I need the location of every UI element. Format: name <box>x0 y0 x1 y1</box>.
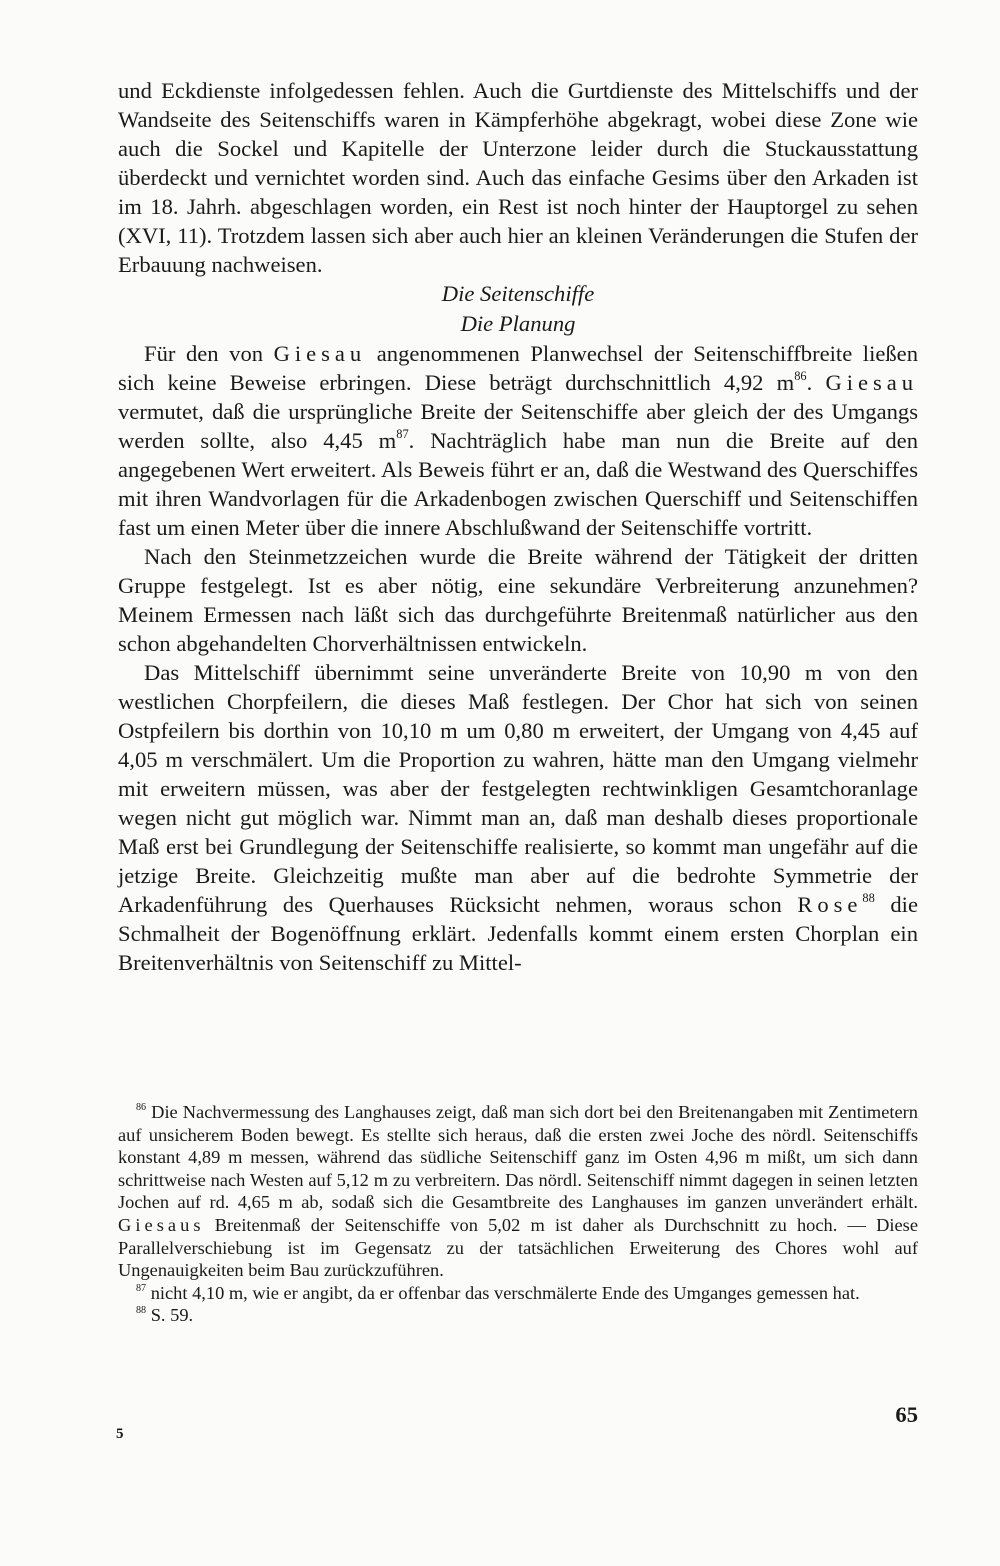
text-run: vermutet, daß die ursprüngliche Breite der Seitenschiffe aber gleich der des Umgangs werden sollte, also 4,45 m <box>118 399 918 453</box>
paragraph-4 <box>118 658 918 977</box>
author-name: Rose <box>797 892 863 917</box>
footnote-ref: 86 <box>794 369 807 384</box>
author-name: Giesau <box>825 370 919 395</box>
section-heading: Die Seitenschiffe <box>441 281 595 306</box>
text-run: . <box>806 370 826 395</box>
text-run: Das Mittelschiff übernimmt seine unveränderte Breite von 10,90 m von den westlichen Chorpfeilern, die dieses Maß festlegen. Der Chor hat sich von seinen Ostpfeilern bis dorthin von 10,10 m um 0,80 m erweitert, der Umgang von 4,45 auf 4,05 m verschmälert. Um die Proportion zu wahren, hätte man den Umgang vielmehr mit erweitern müssen, was aber der festgelegten rechtwinkligen Gesamtchoranlage wegen nicht gut möglich war. Nimmt man an, daß man deshalb dieses proportionale Maß erst bei Grundlegung der Seitenschiffe realisierte, so kommt man ungefähr auf die jetzige Breite. Gleichzeitig mußte man aber auf die bedrohte Symmetrie der Arkadenführung des Querhauses Rücksicht nehmen, woraus schon <box>118 660 918 917</box>
footnote-86 <box>118 1101 918 1282</box>
footnote-number: 88 <box>136 1305 147 1317</box>
paragraph-3: Nach den Steinmetzzeichen wurde die Breite während der Tätigkeit der dritten Gruppe festgelegt. Ist es aber nötig, eine sekundäre Verbreiterung anzunehmen? Meinem Ermessen nach läßt sich das durchgeführte Breitenmaß natürlicher aus den schon abgehandelten Chorverhältnissen entwickeln. <box>118 544 918 656</box>
main-text <box>118 76 918 977</box>
page-number: 65 <box>895 1402 918 1427</box>
author-name: Giesau <box>273 341 367 366</box>
paragraph-1: und Eckdienste infolgedessen fehlen. Auch die Gurtdienste des Mittelschiffs und der Wandseite des Seitenschiffs waren in Kämpferhöhe abgekragt, wobei diese Zone wie auch die Sockel und Kapitelle der Unterzone leider durch die Stuckausstattung überdeckt und vernichtet worden sind. Auch das einfache Gesims über den Arkaden ist im 18. Jahrh. abgeschlagen worden, ein Rest ist noch hinter der Hauptorgel zu sehen (XVI, 11). Trotzdem lassen sich aber auch hier an kleinen Veränderungen die Stufen der Erbauung nachweisen. <box>118 78 918 277</box>
footnote-ref: 88 <box>862 891 875 906</box>
footnote-number: 87 <box>136 1282 147 1294</box>
footnote-88 <box>118 1304 918 1327</box>
subsection-heading: Die Planung <box>460 311 576 336</box>
footnote-number: 86 <box>136 1101 147 1113</box>
footnote-text: nicht 4,10 m, wie er angibt, da er offenbar das verschmälerte Ende des Umganges gemessen hat. <box>146 1282 860 1303</box>
text-run: angenommenen Planwechsel der Seitenschiffbreite ließen sich keine Beweise erbringen. Diese beträgt durchschnittlich 4,92 m <box>118 341 918 395</box>
paragraph-2 <box>118 339 918 542</box>
author-name: Giesaus <box>118 1214 205 1235</box>
footnotes <box>118 1101 918 1327</box>
text-run: Für den von <box>144 341 274 366</box>
footnote-text: Breitenmaß der Seitenschiffe von 5,02 m ist daher als Durchschnitt zu hoch. — Diese Parallelverschiebung ist im Gegensatz zu der tatsächlichen Erweiterung des Chores wohl auf Ungenauigkeiten beim Bau zurückzuführen. <box>118 1214 918 1281</box>
signature-mark: 5 <box>116 1426 124 1442</box>
footnote-87 <box>118 1282 918 1305</box>
body-text <box>118 76 918 977</box>
footnote-ref: 87 <box>396 427 409 442</box>
footnote-text: S. 59. <box>146 1305 194 1326</box>
footnote-text: Die Nachvermessung des Langhauses zeigt, daß man sich dort bei den Breitenangaben mit Zentimetern auf unsicherem Boden bewegt. Es stellte sich heraus, daß die ersten zwei Joche des nördl. Seitenschiffs konstant 4,89 m messen, während das südliche Seitenschiff ganz im Osten 4,96 m mißt, um sich dann schrittweise nach Westen auf 5,12 m zu verbreitern. Das nördl. Seitenschiff nimmt dagegen in seinen letzten Jochen auf rd. 4,65 m ab, sodaß sich die Gesamtbreite des Langhauses im ganzen unverändert erhält. <box>118 1102 918 1213</box>
text-run: die Schmalheit der Bogenöffnung erklärt. Jedenfalls kommt einem ersten Chorplan ein Breitenverhältnis von Seitenschiff zu Mittel- <box>118 892 918 975</box>
text-run: . Nachträglich habe man nun die Breite auf den angegebenen Wert erweitert. Als Beweis führt er an, daß die Westwand des Querschiffes mit ihren Wandvorlagen für die Arkadenbogen zwischen Querschiff und Seitenschiffen fast um einen Meter über die innere Abschlußwand der Seitenschiffe vortritt. <box>118 428 918 540</box>
